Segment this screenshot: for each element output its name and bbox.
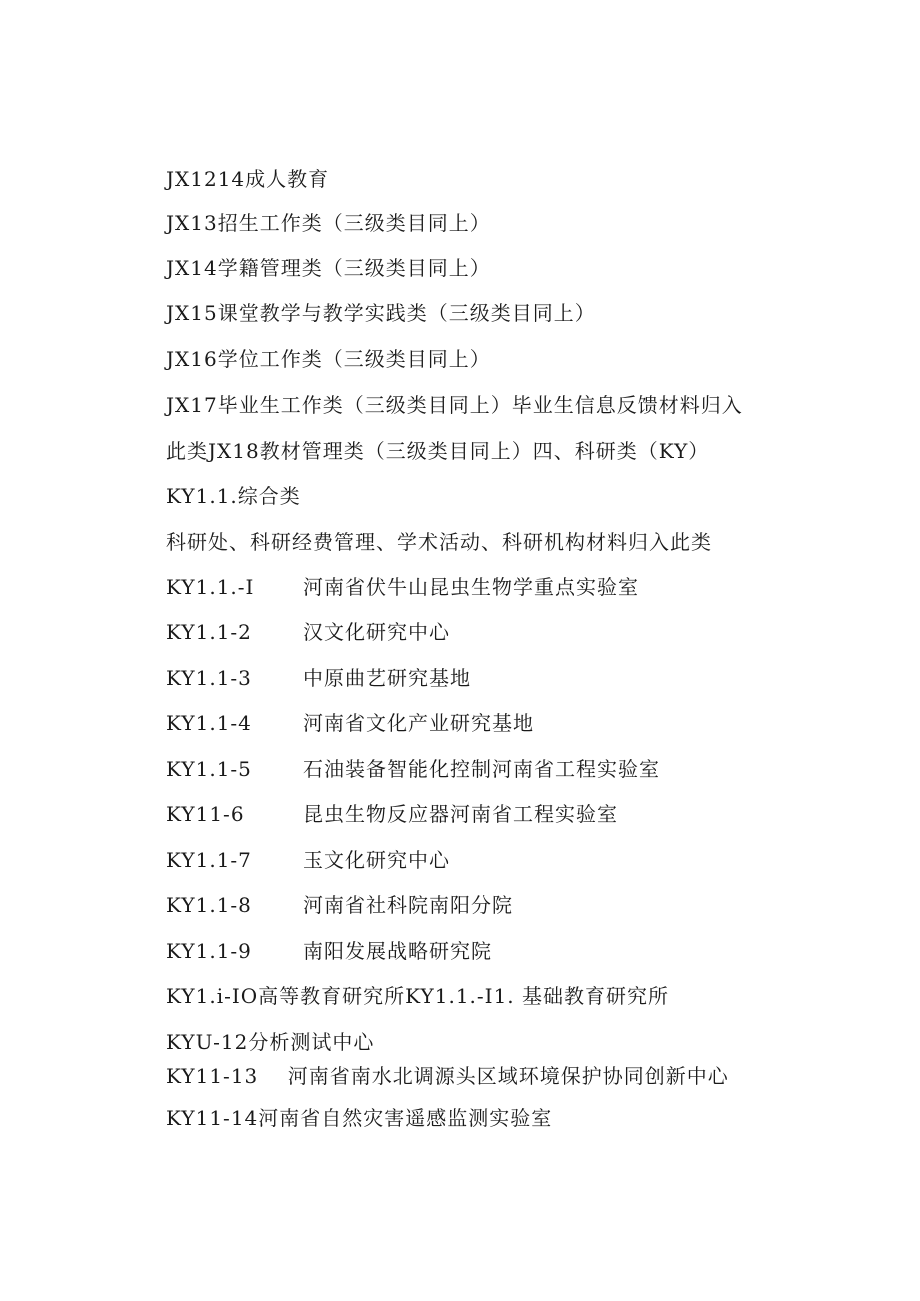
text-line: JX16学位工作类（三级类目同上） [166, 347, 491, 371]
entry-code: KY1.1-9 [166, 939, 252, 963]
entry-row [166, 756, 660, 782]
entry-name: 南阳发展战略研究院 [303, 939, 492, 963]
text-line: JX15课堂教学与教学实践类（三级类目同上） [166, 301, 596, 325]
entry-row [166, 619, 450, 645]
entry-code: KY1.1-7 [166, 848, 252, 872]
entry-code: KY1.1-2 [166, 620, 252, 644]
text-line: JX17毕业生工作类（三级类目同上）毕业生信息反馈材料归入 [166, 393, 743, 417]
entry-code: KY1.1.-I [166, 575, 255, 599]
entry-row [166, 892, 513, 918]
section-heading: KY1.1.综合类 [166, 484, 301, 508]
text-line: KYU-12分析测试中心 [166, 1030, 375, 1054]
entry-row [166, 801, 618, 827]
text-line: 此类JX18教材管理类（三级类目同上）四、科研类（KY） [166, 439, 710, 463]
entry-name: 汉文化研究中心 [303, 620, 450, 644]
entry-name: 玉文化研究中心 [303, 848, 450, 872]
entry-row [166, 938, 492, 964]
entry-code: KY11-6 [166, 802, 245, 826]
entry-code: KY1.1-5 [166, 757, 252, 781]
text-line: 科研处、科研经费管理、学术活动、科研机构材料归入此类 [166, 530, 712, 554]
entry-code: KY1.1-4 [166, 711, 252, 735]
entry-row [166, 574, 639, 600]
entry-name: 中原曲艺研究基地 [303, 666, 471, 690]
entry-name: 昆虫生物反应器河南省工程实验室 [303, 802, 618, 826]
entry-name: 河南省伏牛山昆虫生物学重点实验室 [303, 575, 639, 599]
entry-code: KY1.1-3 [166, 666, 252, 690]
entry-row [166, 847, 450, 873]
entry-row [166, 710, 534, 736]
entry-row [166, 665, 471, 691]
text-line: KY1.i-IO高等教育研究所KY1.1.-I1. 基础教育研究所 [166, 984, 670, 1008]
entry-name: 石油装备智能化控制河南省工程实验室 [303, 757, 660, 781]
text-line: JX1214成人教育 [166, 167, 330, 191]
entry-code: KY1.1-8 [166, 893, 252, 917]
text-line: JX14学籍管理类（三级类目同上） [166, 256, 491, 280]
text-line: KY11-14河南省自然灾害遥感监测实验室 [166, 1106, 553, 1130]
text-line: JX13招生工作类（三级类目同上） [166, 211, 491, 235]
entry-name: 河南省文化产业研究基地 [303, 711, 534, 735]
entry-name: 河南省社科院南阳分院 [303, 893, 513, 917]
text-line: KY11-13 河南省南水北调源头区域环境保护协同创新中心 [166, 1064, 729, 1088]
